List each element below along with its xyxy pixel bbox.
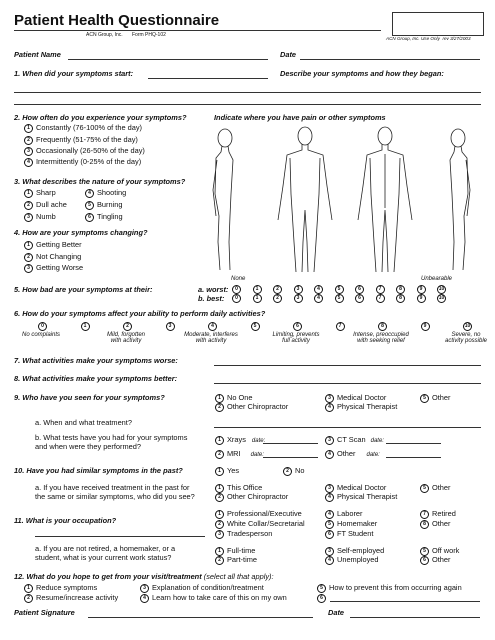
office-use-label: ACN Group, Inc. Use Only rev 3/27/2003 (386, 36, 471, 41)
q6-desc-line: Intense, preoccupied (353, 332, 409, 338)
q6-desc-line: No complaints (21, 332, 60, 338)
occ-white-collar[interactable]: 2 White Collar/Secretarial (215, 519, 305, 529)
signature-date-field[interactable] (350, 617, 480, 618)
radio-circle: 1 (24, 189, 33, 198)
radio-circle: 2 (215, 556, 224, 565)
q3-option-shooting[interactable]: 4 Shooting (85, 188, 126, 198)
q5-label: 5. How bad are your symptoms at their: (14, 285, 153, 294)
q1-label: 1. When did your symptoms start: (14, 69, 134, 78)
q3-option-numb[interactable]: 3 Numb (24, 212, 56, 222)
q12-prevent[interactable]: 5 How to prevent this from occurring again (317, 583, 462, 593)
q6-scale-3[interactable]: 3 (166, 322, 175, 331)
radio-circle: 2 (215, 450, 224, 459)
q10-pt[interactable]: 4 Physical Therapist (325, 492, 397, 502)
q3-option-burning[interactable]: 5 Burning (85, 200, 122, 210)
radio-circle: 5 (317, 584, 326, 593)
radio-circle: 3 (325, 547, 334, 556)
radio-circle: 3 (24, 147, 33, 156)
q6-scale[interactable] (0, 322, 495, 332)
xrays-date-field[interactable] (263, 443, 318, 444)
q6-scale-0[interactable]: 0 (38, 322, 47, 331)
q6-scale-7[interactable]: 7 (336, 322, 345, 331)
q10-this-office[interactable]: 1 This Office (215, 483, 262, 493)
q4-option-worse[interactable]: 3 Getting Worse (24, 263, 83, 273)
best-scale-7[interactable]: 7 (376, 294, 385, 303)
q11-label: 11. What is your occupation? (14, 516, 117, 525)
q6-scale-8[interactable]: 8 (378, 322, 387, 331)
q6-desc-line: Mild, forgotten (106, 332, 146, 338)
scale-unbearable-label: Unbearable (421, 276, 453, 282)
q9-option-other[interactable]: 5 Other (420, 393, 450, 403)
q12-reduce[interactable]: 1 Reduce symptoms (24, 583, 97, 593)
best-scale-3[interactable]: 3 (294, 294, 303, 303)
occ-retired[interactable]: 7 Retired (420, 509, 456, 519)
best-scale-1[interactable]: 1 (253, 294, 262, 303)
worst-scale-7[interactable]: 7 (376, 285, 385, 294)
occ-professional[interactable]: 1 Professional/Executive (215, 509, 302, 519)
q6-desc-5 (423, 332, 495, 344)
radio-circle: 1 (215, 467, 224, 476)
q12-explanation[interactable]: 3 Explanation of condition/treatment (140, 583, 264, 593)
radio-circle: 3 (140, 584, 149, 593)
status-off-work[interactable]: 5 Off work (420, 546, 459, 556)
q8-field[interactable] (214, 383, 481, 384)
best-scale-9[interactable]: 9 (417, 294, 426, 303)
test-mri[interactable]: 2 MRI date: (215, 449, 264, 459)
office-use-box[interactable] (392, 12, 484, 36)
signature-field[interactable] (88, 617, 313, 618)
test-other[interactable]: 4 Other date: (325, 449, 380, 459)
radio-circle: 1 (215, 510, 224, 519)
other-date-field[interactable] (386, 457, 441, 458)
radio-circle: 5 (325, 520, 334, 529)
radio-circle: 4 (325, 450, 334, 459)
occ-ft-student[interactable]: 6 FT Student (325, 529, 373, 539)
form-number: Form PHQ-102 (132, 32, 166, 38)
radio-circle: 1 (24, 584, 33, 593)
figure-side-left (213, 129, 233, 270)
q10a-label-1: a. If you have received treatment in the past for (35, 483, 190, 492)
q9a-field[interactable] (214, 427, 481, 428)
q3-option-dull-ache[interactable]: 2 Dull ache (24, 200, 67, 210)
radio-circle: 8 (420, 520, 429, 529)
date-field[interactable] (300, 59, 480, 60)
q6-scale-9[interactable]: 9 (421, 322, 430, 331)
q9-label: 9. Who have you seen for your symptoms? (14, 393, 165, 402)
radio-circle: 5 (420, 484, 429, 493)
q6-scale-6[interactable]: 6 (293, 322, 302, 331)
radio-circle: 3 (24, 213, 33, 222)
worst-scale-6[interactable]: 6 (355, 285, 364, 294)
q6-scale-10[interactable]: 10 (464, 323, 471, 329)
q2-option-2[interactable]: 2 Frequently (51-75% of the day) (24, 135, 138, 145)
radio-circle: 3 (325, 394, 334, 403)
radio-circle: 4 (325, 493, 334, 502)
occ-other[interactable]: 8 Other (420, 519, 450, 529)
radio-circle: 2 (215, 403, 224, 412)
radio-circle: 3 (325, 484, 334, 493)
signature-label: Patient Signature (14, 608, 75, 617)
q10a-label-2: the same or similar symptoms, who did you see? (35, 492, 195, 501)
radio-circle: 2 (215, 493, 224, 502)
patient-name-field[interactable] (68, 59, 268, 60)
q6-desc-0 (0, 332, 84, 338)
figure-front (278, 127, 332, 272)
q9a-label: a. When and what treatment? (35, 418, 132, 427)
q4-option-same[interactable]: 2 Not Changing (24, 252, 81, 262)
test-xrays[interactable]: 1 Xrays date: (215, 435, 265, 445)
q2-option-1[interactable]: 1 Constantly (76-100% of the day) (24, 123, 142, 133)
q1-field[interactable] (148, 78, 268, 79)
radio-circle: 6 (325, 530, 334, 539)
q12-other-field[interactable] (330, 601, 480, 602)
q6-desc-line: with activity (110, 338, 142, 344)
q7-label: 7. What activities make your symptoms worse: (14, 356, 178, 365)
test-ct-scan[interactable]: 3 CT Scan date: (325, 435, 384, 445)
status-other[interactable]: 6 Other (420, 555, 450, 565)
q9-option-pt[interactable]: 4 Physical Therapist (325, 402, 397, 412)
radio-circle: 2 (215, 520, 224, 529)
q6-scale-4[interactable]: 4 (208, 322, 217, 331)
title-rule (14, 30, 381, 31)
best-scale-5[interactable]: 5 (335, 294, 344, 303)
radio-circle: 6 (317, 594, 326, 603)
worst-scale-9[interactable]: 9 (417, 285, 426, 294)
figure-side-right (450, 129, 470, 270)
radio-circle: 5 (420, 547, 429, 556)
radio-circle: 3 (215, 530, 224, 539)
q12-learn[interactable]: 4 Learn how to take care of this on my own (140, 593, 287, 603)
q9b-label-1: b. What tests have you had for your symptoms (35, 433, 188, 442)
diagram-label: Indicate where you have pain or other symptoms (214, 113, 386, 122)
mri-date-field[interactable] (263, 457, 318, 458)
figure-back (358, 127, 412, 272)
occ-homemaker[interactable]: 5 Homemaker (325, 519, 377, 529)
radio-circle: 2 (283, 467, 292, 476)
q7-field[interactable] (214, 365, 481, 366)
radio-circle: 3 (325, 436, 334, 445)
best-scale-6[interactable]: 6 (355, 294, 364, 303)
radio-circle: 1 (24, 124, 33, 133)
q1b-field-2[interactable] (14, 104, 481, 105)
q6-desc-line: Moderate, interferes (184, 332, 238, 338)
radio-circle: 1 (24, 241, 33, 250)
worst-scale-4[interactable]: 4 (314, 285, 323, 294)
q10-yes[interactable]: 1 Yes (215, 466, 239, 476)
worst-scale-8[interactable]: 8 (396, 285, 405, 294)
q6-desc-line: full activity (282, 338, 310, 344)
body-diagram[interactable] (200, 124, 490, 276)
status-self-employed[interactable]: 3 Self-employed (325, 546, 384, 556)
radio-circle: 4 (325, 403, 334, 412)
q3-option-tingling[interactable]: 6 Tingling (85, 212, 123, 222)
q2-option-4[interactable]: 4 Intermittently (0-25% of the day) (24, 157, 141, 167)
best-scale-0[interactable]: 0 (232, 294, 241, 303)
q6-label: 6. How do your symptoms affect your ability to perform daily activities? (14, 309, 266, 318)
radio-circle: 6 (420, 556, 429, 565)
q6-desc-line: with seeking relief (357, 338, 405, 344)
radio-circle: 2 (24, 594, 33, 603)
radio-circle: 4 (325, 556, 334, 565)
occ-tradesperson[interactable]: 3 Tradesperson (215, 529, 272, 539)
radio-circle: 7 (420, 510, 429, 519)
best-scale-8[interactable]: 8 (396, 294, 405, 303)
radio-circle: 1 (215, 394, 224, 403)
q2-option-3[interactable]: 3 Occasionally (26-50% of the day) (24, 146, 145, 156)
signature-date-label: Date (328, 608, 345, 617)
q6-desc-line: with activity (195, 338, 227, 344)
ct-date-field[interactable] (386, 443, 441, 444)
radio-circle: 4 (85, 189, 94, 198)
q8-label: 8. What activities make your symptoms better: (14, 374, 178, 383)
q6-desc-2 (168, 332, 254, 344)
q12-resume[interactable]: 2 Resume/increase activity (24, 593, 118, 603)
q5-best-label: b. best: (198, 294, 225, 303)
radio-circle: 6 (85, 213, 94, 222)
q9b-label-2: and when were they performed? (35, 442, 141, 451)
status-full-time[interactable]: 1 Full-time (215, 546, 255, 556)
q10-other-chiro[interactable]: 2 Other Chiropractor (215, 492, 288, 502)
status-part-time[interactable]: 2 Part-time (215, 555, 257, 565)
q1b-label: Describe your symptoms and how they began: (280, 69, 444, 78)
radio-circle: 5 (420, 394, 429, 403)
q4-label: 4. How are your symptoms changing? (14, 228, 148, 237)
patient-name-label: Patient Name (14, 50, 61, 59)
worst-scale-3[interactable]: 3 (294, 285, 303, 294)
company-name: ACN Group, Inc. (86, 32, 123, 38)
q11a-label-1: a. If you are not retired, a homemaker, or a (35, 544, 176, 553)
worst-scale-1[interactable]: 1 (253, 285, 262, 294)
q12-label: 12. What do you hope to get from your visit/treatment (select all that apply): (14, 572, 274, 581)
best-scale-10[interactable]: 10 (438, 295, 445, 301)
q6-desc-line: Severe, no (451, 332, 481, 338)
q10-other[interactable]: 5 Other (420, 483, 450, 493)
q11-field[interactable] (35, 536, 205, 537)
q12-other[interactable] (317, 593, 329, 603)
q6-desc-line: activity possible (444, 338, 488, 344)
q6-scale-1[interactable]: 1 (81, 322, 90, 331)
q6-descriptions (0, 332, 495, 350)
best-scale-2[interactable]: 2 (273, 294, 282, 303)
q9-option-other-chiro[interactable]: 2 Other Chiropractor (215, 402, 288, 412)
occ-laborer[interactable]: 4 Laborer (325, 509, 362, 519)
q11a-label-2: student, what is your current work status? (35, 553, 172, 562)
page-title: Patient Health Questionnaire (14, 12, 220, 29)
worst-scale-10[interactable]: 10 (438, 286, 445, 292)
status-unemployed[interactable]: 4 Unemployed (325, 555, 379, 565)
date-label: Date (280, 50, 297, 59)
q10-label: 10. Have you had similar symptoms in the past? (14, 466, 183, 475)
radio-circle: 1 (215, 436, 224, 445)
radio-circle: 4 (140, 594, 149, 603)
q6-desc-line: Limiting, prevents (272, 332, 320, 338)
q9-option-no-one[interactable]: 1 No One (215, 393, 252, 403)
q3-label: 3. What describes the nature of your symptoms? (14, 177, 186, 186)
radio-circle: 4 (24, 158, 33, 167)
q4-option-better[interactable]: 1 Getting Better (24, 240, 82, 250)
worst-scale-2[interactable]: 2 (273, 285, 282, 294)
worst-scale-0[interactable]: 0 (232, 285, 241, 294)
q5-worst-label: a. worst: (198, 285, 229, 294)
q6-scale-5[interactable]: 5 (251, 322, 260, 331)
q10-no[interactable]: 2 No (283, 466, 304, 476)
q9-option-md[interactable]: 3 Medical Doctor (325, 393, 386, 403)
q2-label: 2. How often do you experience your symptoms? (14, 113, 187, 122)
q6-desc-1 (83, 332, 169, 344)
radio-circle: 3 (24, 264, 33, 273)
radio-circle: 1 (215, 484, 224, 493)
radio-circle: 1 (215, 547, 224, 556)
worst-scale-5[interactable]: 5 (335, 285, 344, 294)
q6-desc-4 (338, 332, 424, 344)
scale-none-label: None (231, 276, 246, 282)
q3-option-sharp[interactable]: 1 Sharp (24, 188, 56, 198)
radio-circle: 4 (325, 510, 334, 519)
radio-circle: 2 (24, 253, 33, 262)
radio-circle: 2 (24, 201, 33, 210)
best-scale-4[interactable]: 4 (314, 294, 323, 303)
q6-desc-3 (253, 332, 339, 344)
q10-md[interactable]: 3 Medical Doctor (325, 483, 386, 493)
q1b-field-1[interactable] (14, 92, 481, 93)
radio-circle: 5 (85, 201, 94, 210)
q6-scale-2[interactable]: 2 (123, 322, 132, 331)
radio-circle: 2 (24, 136, 33, 145)
